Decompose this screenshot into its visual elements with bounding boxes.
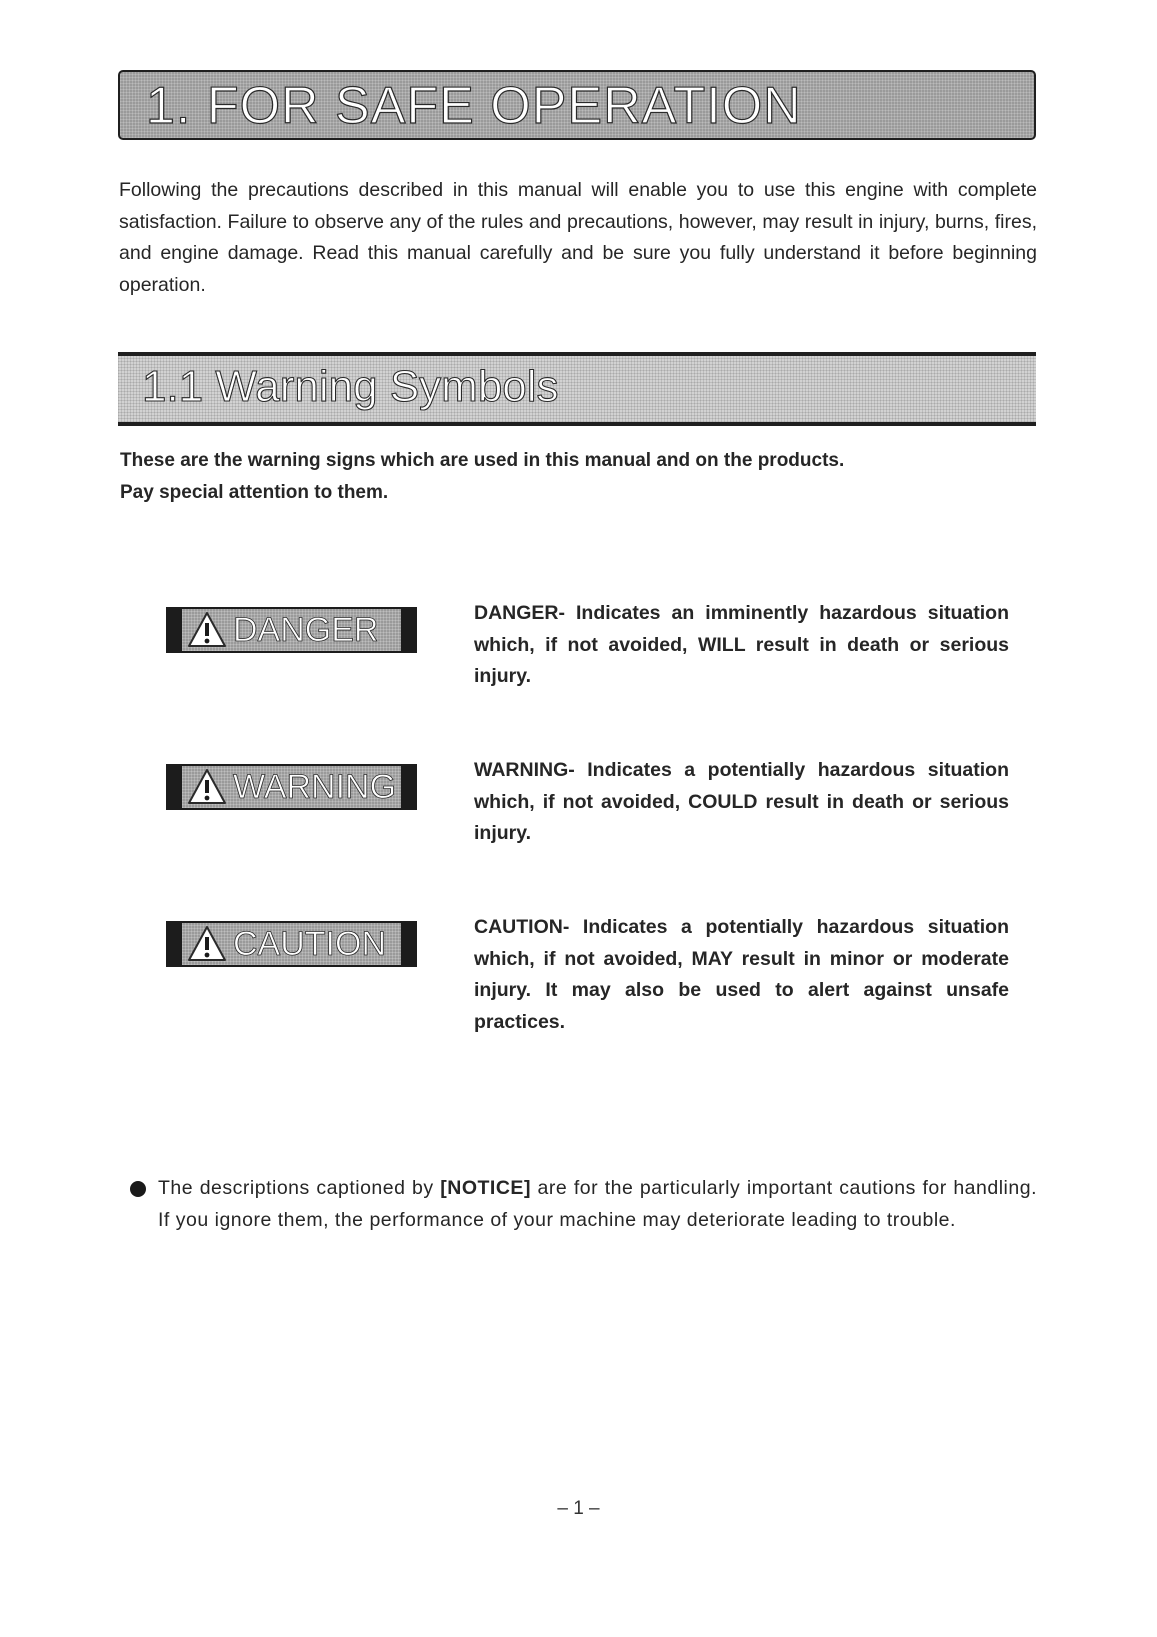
- caution-description: CAUTION- Indicates a potentially hazardous situation which, if not avoided, MAY result in minor or moderate injury. It may also be used to alert against unsafe practices.: [474, 916, 1009, 1033]
- intro-paragraph: Following the precautions described in this manual will enable you to use this engine with complete satisfaction. Failure to observe any of the rules and precautions, however, may result in injury, burns, fires, and engine damage. Read this manual carefully and be sure you fully understand it before beginning operation.: [119, 179, 1037, 296]
- bullet-icon: [130, 1181, 146, 1197]
- caution-badge-label: CAUTION: [233, 925, 386, 963]
- warning-badge: [166, 764, 417, 810]
- notice-tag: [NOTICE]: [440, 1177, 531, 1199]
- notice-text-after: are for the particularly important cautions for handling. If you ignore them, the performance of your machine may deteriorate leading to trouble.: [158, 1177, 1037, 1231]
- caution-badge: [166, 921, 417, 967]
- section-title: 1. FOR SAFE OPERATION: [146, 77, 802, 135]
- lead-paragraph: [120, 445, 1038, 508]
- lead-line-2: Pay special attention to them.: [120, 481, 389, 503]
- danger-badge: [166, 607, 417, 653]
- warning-triangle-icon: [187, 768, 227, 806]
- notice-paragraph: [130, 1173, 1037, 1236]
- section-title-banner: [118, 70, 1036, 140]
- warning-triangle-icon: [187, 611, 227, 649]
- page-number: – 1 –: [557, 1498, 600, 1519]
- danger-badge-label: DANGER: [233, 611, 379, 649]
- lead-line-1: These are the warning signs which are used in this manual and on the products.: [120, 450, 845, 471]
- warning-description: WARNING- Indicates a potentially hazardous situation which, if not avoided, COULD result in death or serious injury.: [474, 759, 1009, 844]
- danger-description: DANGER- Indicates an imminently hazardous situation which, if not avoided, WILL result in death or serious injury.: [474, 602, 1009, 687]
- notice-item: [130, 1173, 1037, 1236]
- warning-triangle-icon: [187, 925, 227, 963]
- subsection-title-banner: [118, 352, 1036, 426]
- notice-text-before: The descriptions captioned by: [158, 1177, 441, 1199]
- subsection-title: 1.1 Warning Symbols: [142, 362, 559, 411]
- warning-badge-label: WARNING: [233, 768, 397, 806]
